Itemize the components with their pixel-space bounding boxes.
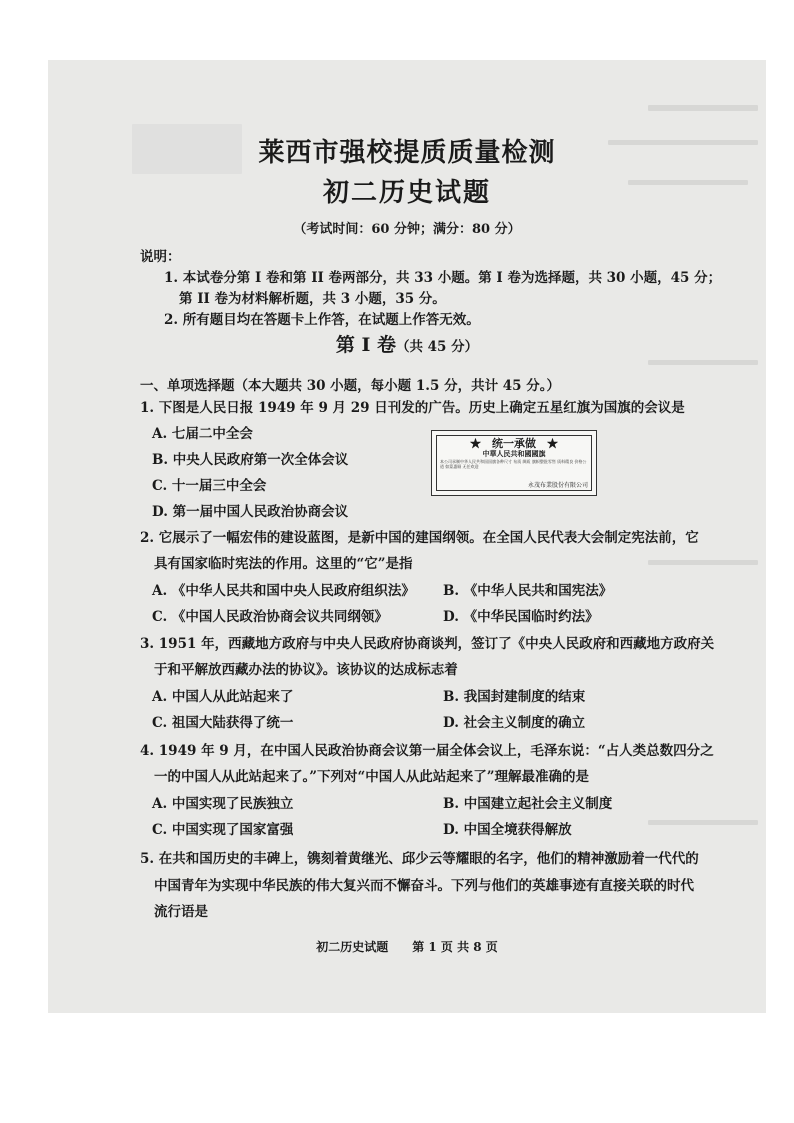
exam-title: 莱西市强校提质质量检测	[258, 138, 556, 168]
instructions-label: 说明：	[140, 249, 181, 265]
advertisement-subtitle: 中華人民共和國國旗	[482, 449, 546, 458]
advertisement-title: ★ 统一承做 ★	[470, 437, 558, 450]
question-3-stem-cont: 于和平解放西藏办法的协议》。该协议的达成标志着	[154, 662, 458, 678]
exam-subtitle: 初二历史试题	[322, 178, 491, 208]
question-2-option-a: A. 《中华人民共和国中央人民政府组织法》	[152, 583, 415, 599]
question-3-option-c: C. 祖国大陆获得了统一	[152, 715, 294, 731]
question-4-option-b: B. 中国建立起社会主义制度	[443, 796, 613, 812]
instruction-item-2: 2. 所有题目均在答题卡上作答，在试题上作答无效。	[164, 312, 480, 328]
question-2-stem-cont: 具有国家临时宪法的作用。这里的“它”是指	[154, 556, 413, 572]
question-3-option-a: A. 中国人从此站起来了	[152, 689, 294, 705]
exam-info: （考试时间：60 分钟；满分：80 分）	[293, 222, 521, 237]
question-4-option-a: A. 中国实现了民族独立	[152, 796, 294, 812]
flag-advertisement-figure	[431, 430, 597, 496]
bleed-through-mark	[648, 105, 758, 111]
question-5-stem: 5. 在共和国历史的丰碑上，镌刻着黄继光、邱少云等耀眼的名字，他们的精神激励着一代代的	[140, 851, 699, 867]
section-heading: 一、单项选择题（本大题共 30 小题，每小题 1.5 分，共计 45 分。）	[140, 378, 561, 394]
question-1-option-c: C. 十一届三中全会	[152, 478, 267, 494]
question-3-option-d: D. 社会主义制度的确立	[443, 715, 586, 731]
question-2-option-c: C. 《中国人民政治协商会议共同纲领》	[152, 609, 388, 625]
bleed-through-mark	[648, 560, 758, 565]
question-1-option-d: D. 第一届中国人民政治协商会议	[152, 504, 349, 520]
exam-page	[48, 60, 766, 1013]
question-2-stem: 2. 它展示了一幅宏伟的建设蓝图，是新中国的建国纲领。在全国人民代表大会制定宪法前，它	[140, 530, 699, 546]
question-2-option-d: D. 《中华民国临时约法》	[443, 609, 599, 625]
question-4-option-d: D. 中国全境获得解放	[443, 822, 572, 838]
question-4-option-c: C. 中国实现了国家富强	[152, 822, 294, 838]
question-2-option-b: B. 《中华人民共和国宪法》	[443, 583, 613, 599]
bleed-through-mark	[648, 820, 758, 825]
question-5-stem-cont-2: 流行语是	[154, 904, 208, 920]
instruction-item-1: 1. 本试卷分第 I 卷和第 II 卷两部分，共 33 小题。第 I 卷为选择题，共 30 小题，45 分；	[164, 270, 722, 286]
section-title	[48, 330, 766, 357]
section-name: 第 I 卷	[335, 334, 396, 356]
question-1-option-a: A. 七届二中全会	[152, 426, 253, 442]
question-4-stem: 4. 1949 年 9 月，在中国人民政治协商会议第一届全体会议上，毛泽东说：“占人类总数四分之	[140, 743, 714, 759]
question-1-option-b: B. 中央人民政府第一次全体会议	[152, 452, 349, 468]
bleed-through-mark	[648, 360, 758, 365]
section-score: （共 45 分）	[395, 339, 479, 355]
question-4-stem-cont: 一的中国人从此站起来了。”下列对“中国人从此站起来了”理解最准确的是	[154, 769, 590, 785]
question-3-stem: 3. 1951 年，西藏地方政府与中央人民政府协商谈判，签订了《中央人民政府和西藏地方政府关	[140, 636, 715, 652]
question-3-option-b: B. 我国封建制度的结束	[443, 689, 586, 705]
question-5-stem-cont: 中国青年为实现中华民族的伟大复兴而不懈奋斗。下列与他们的英雄事迹有直接关联的时代	[154, 878, 694, 894]
advertisement-company: 永茂布業股份有限公司	[527, 482, 588, 489]
instruction-item-1-cont: 第 II 卷为材料解析题，共 3 小题，35 分。	[179, 291, 446, 307]
question-1-stem: 1. 下图是人民日报 1949 年 9 月 29 日刊发的广告。历史上确定五星红旗为国旗的会议是	[140, 400, 685, 416]
advertisement-body: 本公司承制中华人民共和国国旗各种尺寸 布质 绸质 旗帜整批零售 质料精良 价格公道 如蒙惠顾 无任欢迎	[440, 459, 587, 469]
page-footer: 初二历史试题 第 1 页 共 8 页	[316, 940, 498, 954]
